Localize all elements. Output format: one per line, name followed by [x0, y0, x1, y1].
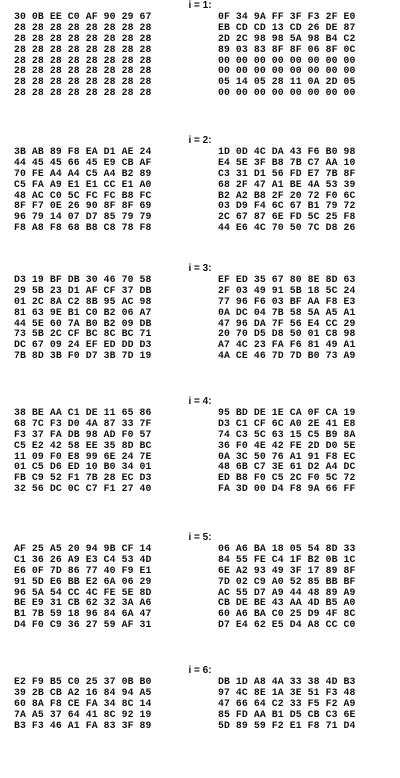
hex-row: 38 BE AA C1 DE 11 65 86	[14, 407, 152, 418]
hex-row: 74 C3 5C 63 15 C5 B9 8A	[218, 428, 356, 440]
hex-row: 2C 67 87 6E FD 5C 25 F8	[218, 211, 356, 223]
round-header: i = 4:	[188, 396, 212, 407]
hex-row: FB C9 52 F1 7B 28 EC D3	[14, 472, 152, 484]
hex-row: 7D 02 C9 A0 52 85 BB BF	[218, 575, 356, 587]
hex-row: D3 19 BF DB 30 46 70 58	[14, 274, 152, 285]
hex-row: C5 FA A9 E1 E1 CC E1 A0	[14, 178, 152, 190]
hex-row: A7 4C 23 FA F6 81 49 A1	[218, 339, 356, 351]
hex-row: F8 A8 F8 68 B8 C8 78 F8	[14, 222, 152, 234]
left-hex-block	[14, 544, 152, 631]
hex-row: 44 45 45 66 45 E9 CB AF	[14, 156, 152, 168]
hex-row: 96 5A 54 CC 4C FE 5E 8D	[14, 586, 152, 598]
hex-row: 0F 34 9A FF 3F F3 2F E0	[218, 11, 356, 22]
hex-row: AF 25 A5 20 94 9B CF 14	[14, 543, 152, 554]
hex-row: B1 7B 59 18 96 84 6A 47	[14, 608, 152, 620]
hex-row: 47 66 64 C2 33 F5 F2 A9	[218, 697, 356, 709]
hex-row: 48 AC C0 5C FC FC B8 FC	[14, 189, 152, 201]
hex-row: 6E A2 93 49 3F 17 89 8F	[218, 564, 356, 576]
hex-row: 7B 8D 3B F0 D7 3B 7D 19	[14, 350, 152, 362]
hex-row: 28 28 28 28 28 28 28 28	[14, 32, 152, 44]
hex-row: FA 3D 00 D4 F8 9A 66 FF	[218, 483, 356, 495]
round-header: i = 6:	[188, 665, 212, 676]
left-hex-block	[14, 408, 152, 495]
round-header: i = 2:	[188, 135, 212, 146]
hex-row: 00 00 00 00 00 00 00 00	[218, 65, 356, 77]
hex-row: 03 D9 F4 6C 67 B1 79 72	[218, 200, 356, 212]
round-section	[0, 0, 400, 99]
round-section	[0, 532, 400, 631]
hex-row: 91 5D E6 BB E2 6A 06 29	[14, 575, 152, 587]
round-header: i = 1:	[188, 0, 212, 11]
hex-row: 01 C5 D6 ED 10 B0 34 01	[14, 461, 152, 473]
right-hex-block	[218, 275, 356, 362]
hex-row: EF ED 35 67 80 8E 8D 63	[218, 274, 356, 285]
right-hex-block	[218, 408, 356, 495]
hex-row: 11 09 F0 E8 99 6E 24 7E	[14, 450, 152, 462]
hex-row: 60 A6 BA C0 25 D9 4F 8C	[218, 608, 356, 620]
hex-row: 28 28 28 28 28 28 28 28	[14, 43, 152, 55]
left-hex-block	[14, 12, 152, 99]
hex-row: 95 BD DE 1E CA 0F CA 19	[218, 407, 356, 418]
round-section	[0, 396, 400, 495]
hex-row: 97 4C 8E 1A 3E 51 F3 48	[218, 686, 356, 698]
left-hex-block	[14, 275, 152, 362]
hex-row: DB 1D A8 4A 33 38 4D B3	[218, 676, 356, 687]
hex-row: 32 56 DC 0C C7 F1 27 40	[14, 483, 152, 495]
hex-row: 2F 03 49 91 5B 18 5C 24	[218, 284, 356, 296]
hex-row: F3 37 FA DB 98 AD F0 57	[14, 428, 152, 440]
hex-row: 1D 0D 4C DA 43 F6 B0 98	[218, 146, 356, 157]
hex-row: 06 A6 BA 18 05 54 8D 33	[218, 543, 356, 554]
right-hex-block	[218, 12, 356, 99]
right-hex-block	[218, 544, 356, 631]
hex-row: 44 5E 60 7A B0 B2 09 DB	[14, 317, 152, 329]
hex-row: D4 F0 C9 36 27 59 AF 31	[14, 619, 152, 631]
hex-row: 05 14 05 28 11 0A 2D 05	[218, 76, 356, 88]
hex-row: 73 5B 2C CF BC 8C BC 71	[14, 328, 152, 340]
hex-row: 28 28 28 28 28 28 28 28	[14, 76, 152, 88]
hex-row: E6 0F 7D 86 77 40 F9 E1	[14, 564, 152, 576]
hex-row: 60 8A F8 CE FA 34 8C 14	[14, 697, 152, 709]
hex-row: 68 2F 47 A1 BE 4A 53 39	[218, 178, 356, 190]
hex-row: ED B8 F0 C5 2C F0 5C 72	[218, 472, 356, 484]
hex-row: 68 7C F3 D0 4A 87 33 7F	[14, 417, 152, 429]
hex-row: EB CD CD 13 CD 26 DE 87	[218, 21, 356, 33]
hex-row: 30 0B EE C0 AF 90 29 67	[14, 11, 152, 22]
hex-row: 70 FE A4 A4 C5 A4 B2 89	[14, 167, 152, 179]
hex-row: 44 E6 4C 70 50 7C D8 26	[218, 222, 356, 234]
hex-row: 5D 89 59 F2 E1 F8 71 D4	[218, 719, 356, 731]
hex-row: 00 00 00 00 00 00 00 00	[218, 54, 356, 66]
hex-row: 77 96 F6 03 BF AA F8 E3	[218, 295, 356, 307]
hex-row: D3 C1 CF 6C A0 2E 41 E8	[218, 417, 356, 429]
hex-row: 81 63 9E B1 C0 B2 06 A7	[14, 306, 152, 318]
hex-row: 89 03 83 8F 8F 06 8F 0C	[218, 43, 356, 55]
hex-row: 3B AB 89 F8 EA D1 AE 24	[14, 146, 152, 157]
hex-row: 2D 2C 98 98 5A 98 B4 C2	[218, 32, 356, 44]
round-section	[0, 665, 400, 732]
round-section	[0, 135, 400, 234]
hex-row: CB DE BE 43 AA 4D B5 A0	[218, 597, 356, 609]
hex-row: E4 5E 3F B8 7B C7 AA 10	[218, 156, 356, 168]
right-hex-block	[218, 677, 356, 731]
hex-row: 28 28 28 28 28 28 28 28	[14, 65, 152, 77]
hex-row: 28 28 28 28 28 28 28 28	[14, 21, 152, 33]
hex-row: 28 28 28 28 28 28 28 28	[14, 87, 152, 99]
hex-row: C3 31 D1 56 FD E7 7B 8F	[218, 167, 356, 179]
left-hex-block	[14, 677, 152, 731]
hex-row: DC 67 09 24 EF ED DD D3	[14, 339, 152, 351]
round-section	[0, 263, 400, 362]
hex-row: 84 55 FE C4 1F B2 0B 1C	[218, 553, 356, 565]
hex-row: AC 55 D7 A9 44 48 89 A9	[218, 586, 356, 598]
hex-row: 39 2B CB A2 16 84 94 A5	[14, 686, 152, 698]
hex-row: C1 36 26 A9 E3 C4 53 4D	[14, 553, 152, 565]
hex-row: 7A A5 37 64 41 8C 92 19	[14, 708, 152, 720]
hex-row: B3 F3 46 A1 FA 83 3F 89	[14, 719, 152, 731]
hex-row: 4A CE 46 7D 7D B0 73 A9	[218, 350, 356, 362]
hex-row: C5 E2 42 58 EE 35 8D BC	[14, 439, 152, 451]
hex-row: D7 E4 62 E5 D4 A8 CC C0	[218, 619, 356, 631]
hex-row: B2 A2 B8 2F 20 72 F0 6C	[218, 189, 356, 201]
hex-row: BE E9 31 CB 62 32 3A A6	[14, 597, 152, 609]
hex-row: 96 79 14 07 D7 85 79 79	[14, 211, 152, 223]
right-hex-block	[218, 147, 356, 234]
round-header: i = 3:	[188, 263, 212, 274]
hex-row: 20 70 D5 D8 50 01 C8 98	[218, 328, 356, 340]
hex-row: 00 00 00 00 00 00 00 00	[218, 87, 356, 99]
left-hex-block	[14, 147, 152, 234]
hex-row: E2 F9 B5 C0 25 37 0B B0	[14, 676, 152, 687]
hex-row: 48 6B C7 3E 61 D2 A4 DC	[218, 461, 356, 473]
hex-row: 28 28 28 28 28 28 28 28	[14, 54, 152, 66]
hex-row: 8F F7 0E 26 90 8F 8F 69	[14, 200, 152, 212]
round-header: i = 5:	[188, 532, 212, 543]
hex-row: 29 5B 23 D1 AF CF 37 DB	[14, 284, 152, 296]
hex-row: 36 F0 4E 42 FE 2D D0 5E	[218, 439, 356, 451]
hex-row: 01 2C 8A C2 8B 95 AC 98	[14, 295, 152, 307]
hex-row: 47 96 DA 7F 56 E4 CC 29	[218, 317, 356, 329]
hex-row: 85 FD AA B1 D5 CB C3 6E	[218, 708, 356, 720]
hex-row: 0A DC 04 7B 58 5A A5 A1	[218, 306, 356, 318]
hex-row: 0A 3C 50 76 A1 91 F8 EC	[218, 450, 356, 462]
